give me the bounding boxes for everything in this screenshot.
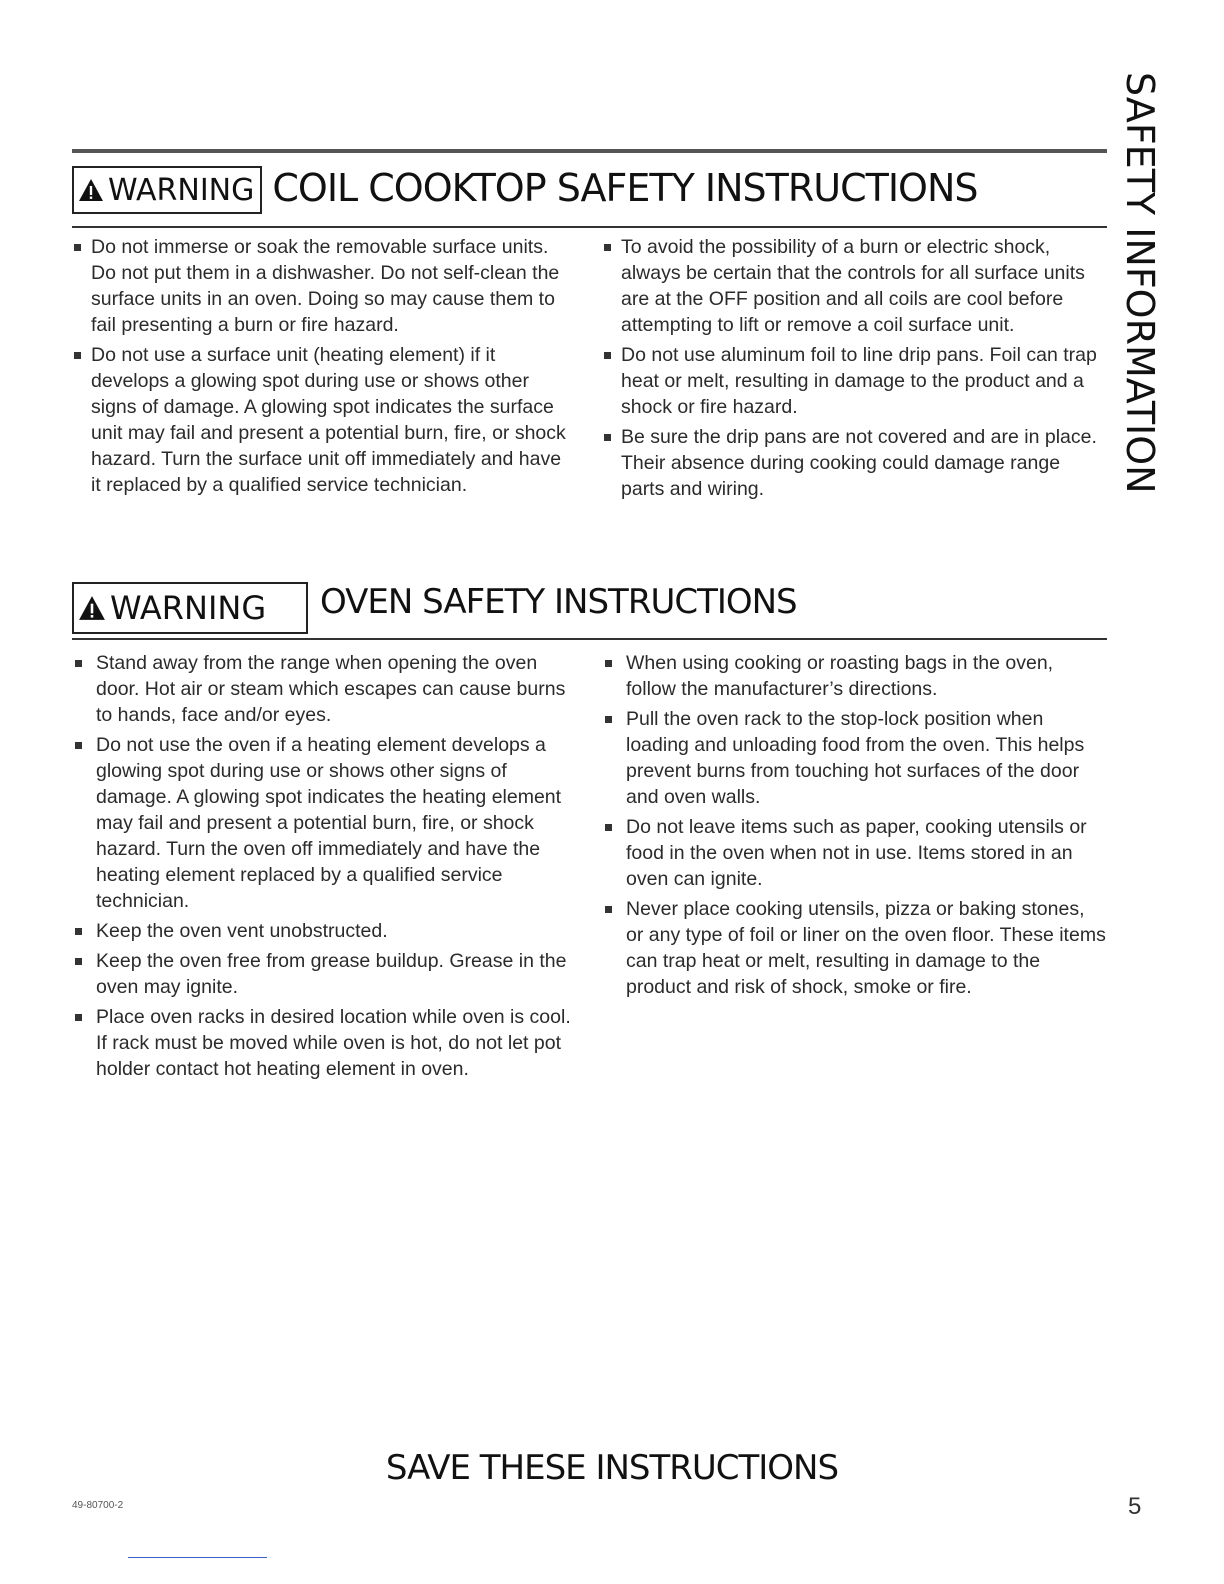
section-rule	[72, 226, 1107, 228]
list-item: Keep the oven free from grease buildup. Grease in the oven may ignite.	[72, 948, 577, 1000]
list-item: Do not use a surface unit (heating element) if it develops a glowing spot during use or shows other signs of damage. A glowing spot indicates the surface unit may fail and present a potential burn, fire, or shock hazard. Turn the surface unit off immediately and have it replaced by a qualified service technician.	[72, 342, 572, 498]
bullet-icon	[75, 1014, 82, 1021]
bottom-underline	[128, 1557, 267, 1558]
bullet-icon	[605, 660, 612, 667]
list-item: Place oven racks in desired location while oven is cool. If rack must be moved while oven is hot, do not let pot holder contact hot heating element in oven.	[72, 1004, 577, 1082]
bullet-icon	[605, 824, 612, 831]
save-instructions-footer: SAVE THESE INSTRUCTIONS	[385, 1448, 839, 1488]
bullet-icon	[74, 244, 81, 251]
list-item: Never place cooking utensils, pizza or baking stones, or any type of foil or liner on the oven floor. These items can trap heat or melt, resulting in damage to the product and risk of shock, smoke or fire.	[602, 896, 1107, 1000]
top-rule	[72, 149, 1107, 153]
section-title: OVEN SAFETY INSTRUCTIONS	[320, 582, 797, 622]
bullet-icon	[75, 742, 82, 749]
bullet-icon	[74, 352, 81, 359]
list-item: To avoid the possibility of a burn or electric shock, always be certain that the controls for all surface units are at the OFF position and all coils are cool before attempting to lift or remove a coil surface unit.	[602, 234, 1107, 338]
bullet-icon	[605, 906, 612, 913]
coil-left-column	[72, 234, 572, 502]
list-item: Do not use aluminum foil to line drip pans. Foil can trap heat or melt, resulting in damage to the product and a shock or fire hazard.	[602, 342, 1107, 420]
section-coil-cooktop-header	[72, 166, 978, 214]
list-item: Pull the oven rack to the stop-lock position when loading and unloading food from the oven. This helps prevent burns from touching hot surfaces of the door and oven walls.	[602, 706, 1107, 810]
warning-badge	[72, 166, 262, 214]
bullet-icon	[75, 660, 82, 667]
list-item: Be sure the drip pans are not covered and are in place. Their absence during cooking could damage range parts and wiring.	[602, 424, 1107, 502]
list-item: Do not use the oven if a heating element develops a glowing spot during use or shows other signs of damage. A glowing spot indicates the heating element may fail and present a potential burn, fire, or shock hazard. Turn the oven off immediately and have the heating element replaced by a qualified service technician.	[72, 732, 577, 914]
warning-badge	[72, 582, 308, 634]
section-oven-header	[72, 582, 797, 634]
bullet-icon	[605, 716, 612, 723]
list-item: When using cooking or roasting bags in the oven, follow the manufacturer’s directions.	[602, 650, 1107, 702]
list-item: Keep the oven vent unobstructed.	[72, 918, 577, 944]
list-item: Stand away from the range when opening the oven door. Hot air or steam which escapes can cause burns to hands, face and/or eyes.	[72, 650, 577, 728]
warning-badge-label: WARNING	[110, 589, 267, 627]
oven-right-column	[602, 650, 1107, 1004]
warning-triangle-icon	[78, 595, 106, 621]
coil-right-column	[602, 234, 1107, 506]
oven-left-column	[72, 650, 577, 1086]
list-item: Do not immerse or soak the removable surface units. Do not put them in a dishwasher. Do not self-clean the surface units in an oven. Doing so may cause them to fail presenting a burn or fire hazard.	[72, 234, 572, 338]
bullet-icon	[75, 958, 82, 965]
bullet-icon	[604, 352, 611, 359]
warning-badge-label: WARNING	[108, 172, 255, 208]
side-tab-label: SAFETY INFORMATION	[1118, 72, 1162, 494]
page-number: 5	[1128, 1493, 1142, 1520]
section-rule	[72, 638, 1107, 640]
warning-triangle-icon	[78, 178, 104, 202]
bullet-icon	[604, 434, 611, 441]
bullet-icon	[75, 928, 82, 935]
section-title: COIL COOKTOP SAFETY INSTRUCTIONS	[272, 166, 978, 210]
bullet-icon	[604, 244, 611, 251]
list-item: Do not leave items such as paper, cooking utensils or food in the oven when not in use. Items stored in an oven can ignite.	[602, 814, 1107, 892]
document-code: 49-80700-2	[72, 1500, 124, 1511]
